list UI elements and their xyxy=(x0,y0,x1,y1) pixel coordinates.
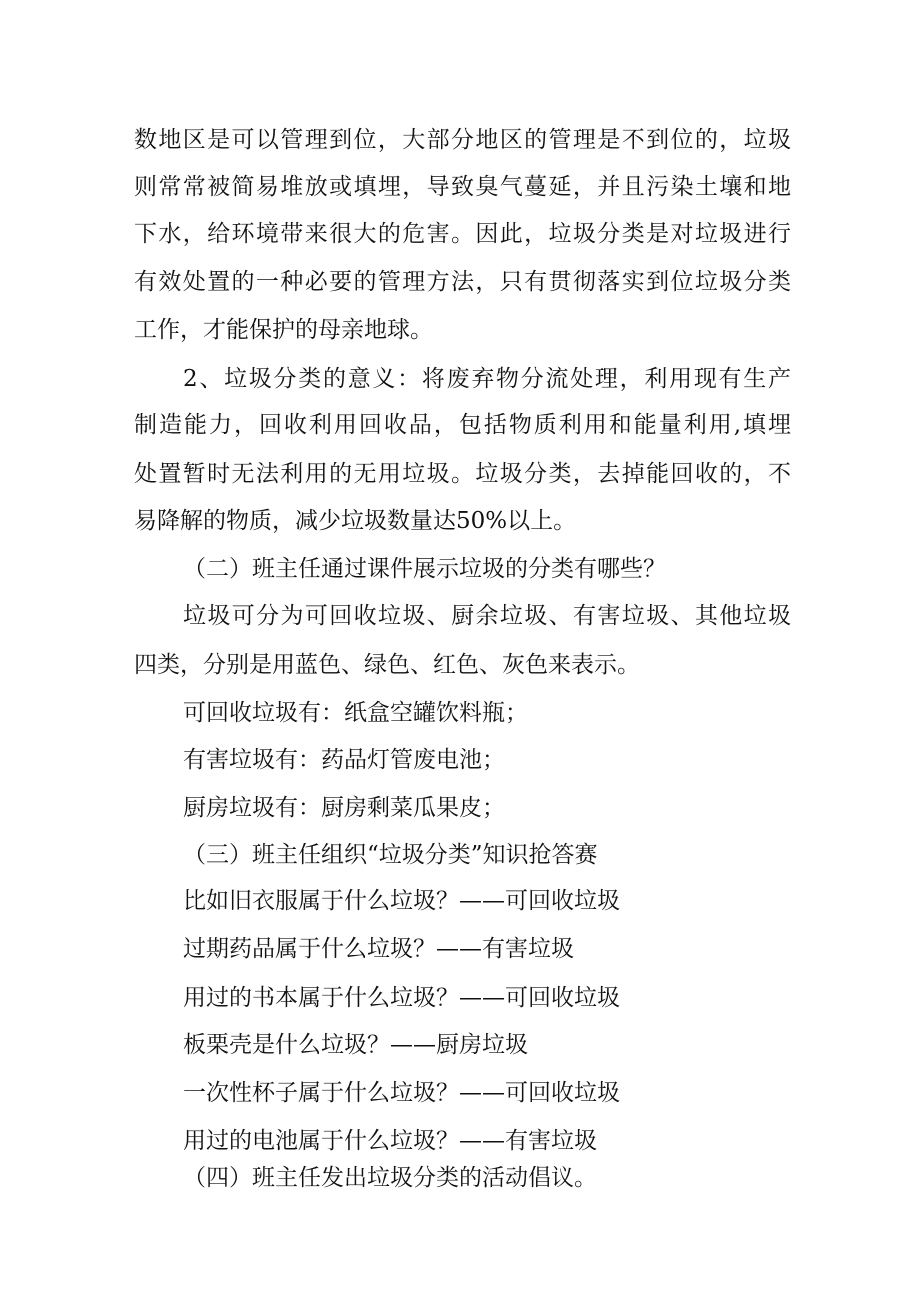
quiz-item-1: 比如旧衣服属于什么垃圾？——可回收垃圾 xyxy=(183,888,620,914)
quiz-item-5: 一次性杯子属于什么垃圾？——可回收垃圾 xyxy=(183,1080,620,1106)
category-recyclable: 可回收垃圾有：纸盒空罐饮料瓶； xyxy=(183,700,528,726)
paragraph-2-line-3: 处置暂时无法利用的无用垃圾。垃圾分类，去掉能回收的，不 xyxy=(134,461,791,487)
category-hazardous: 有害垃圾有：药品灯管废电池； xyxy=(183,747,505,773)
quiz-item-3: 用过的书本属于什么垃圾？——可回收垃圾 xyxy=(183,985,620,1011)
paragraph-2-line-1: 2、垃圾分类的意义：将废弃物分流处理，利用现有生产 xyxy=(183,366,791,392)
quiz-item-4: 板栗壳是什么垃圾？——厨房垃圾 xyxy=(183,1032,528,1058)
paragraph-3-line-2: 四类，分别是用蓝色、绿色、红色、灰色来表示。 xyxy=(134,652,640,678)
paragraph-1-line-2: 则常常被简易堆放或填埋，导致臭气蔓延，并且污染土壤和地 xyxy=(134,174,791,200)
section-heading-3: （三）班主任组织“垃圾分类”知识抢答赛 xyxy=(183,842,598,868)
paragraph-1-line-4: 有效处置的一种必要的管理方法，只有贯彻落实到位垃圾分类 xyxy=(134,269,791,295)
section-heading-2: （二）班主任通过课件展示垃圾的分类有哪些？ xyxy=(183,556,666,582)
quiz-item-6: 用过的电池属于什么垃圾？——有害垃圾 xyxy=(183,1128,597,1154)
category-kitchen: 厨房垃圾有：厨房剩菜瓜果皮； xyxy=(183,795,505,821)
paragraph-1-line-1: 数地区是可以管理到位，大部分地区的管理是不到位的，垃圾 xyxy=(134,127,791,153)
paragraph-3-line-1: 垃圾可分为可回收垃圾、厨余垃圾、有害垃圾、其他垃圾 xyxy=(183,603,791,629)
paragraph-1-line-5: 工作，才能保护的母亲地球。 xyxy=(134,317,433,343)
paragraph-2-line-2: 制造能力，回收利用回收品，包括物质利用和能量利用,填埋 xyxy=(134,412,791,438)
paragraph-2-line-4: 易降解的物质，减少垃圾数量达50%以上。 xyxy=(134,508,577,534)
quiz-item-2: 过期药品属于什么垃圾？——有害垃圾 xyxy=(183,936,574,962)
section-heading-4: （四）班主任发出垃圾分类的活动倡议。 xyxy=(183,1165,597,1191)
paragraph-1-line-3: 下水，给环境带来很大的危害。因此，垃圾分类是对垃圾进行 xyxy=(134,221,791,247)
